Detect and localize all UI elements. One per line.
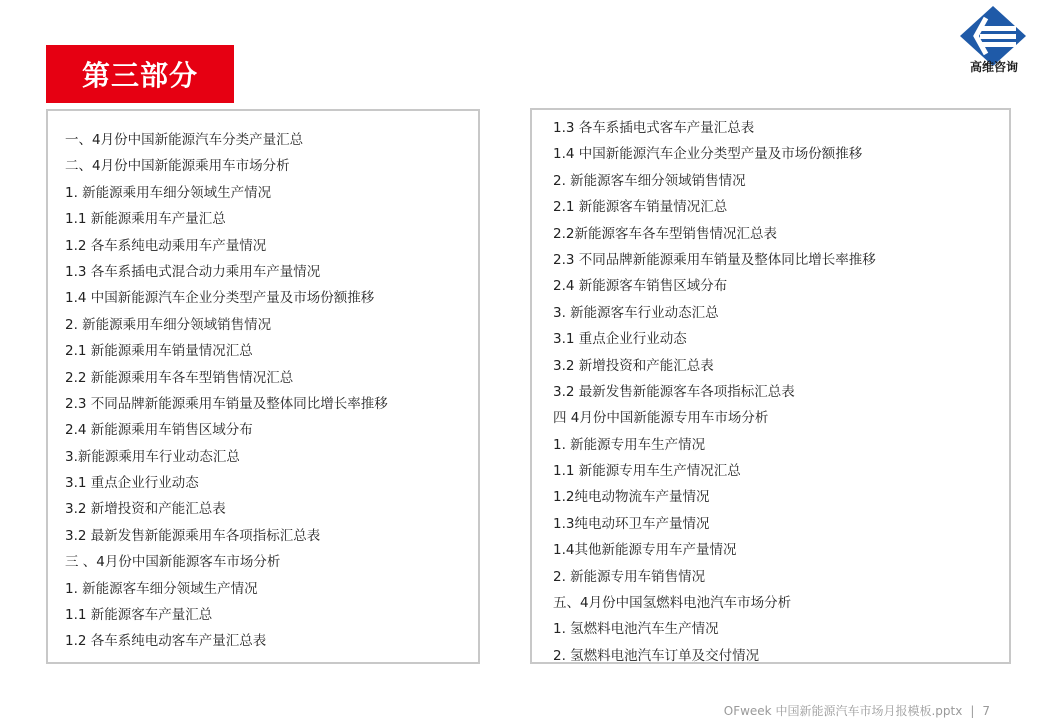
toc-item: 2. 新能源乘用车细分领域销售情况 <box>65 316 272 333</box>
toc-item: 1.2 各车系纯电动乘用车产量情况 <box>65 237 267 254</box>
toc-item: 2.1 新能源乘用车销量情况汇总 <box>65 343 253 360</box>
toc-item: 3.2 新增投资和产能汇总表 <box>65 501 226 518</box>
toc-item: 2.4 新能源客车销售区域分布 <box>553 278 728 295</box>
footer-page-number: 7 <box>982 704 990 718</box>
toc-item: 3.1 重点企业行业动态 <box>553 331 687 348</box>
toc-item: 1.4 中国新能源汽车企业分类型产量及市场份额推移 <box>553 146 863 163</box>
toc-item: 2.4 新能源乘用车销售区域分布 <box>65 422 253 439</box>
toc-item: 2.3 不同品牌新能源乘用车销量及整体同比增长率推移 <box>65 395 388 412</box>
toc-item: 1. 新能源乘用车细分领域生产情况 <box>65 184 272 201</box>
toc-item: 1.3 各车系插电式客车产量汇总表 <box>553 120 755 136</box>
toc-item: 1.4其他新能源专用车产量情况 <box>553 542 737 559</box>
toc-item: 1.2 各车系纯电动客车产量汇总表 <box>65 633 267 650</box>
toc-item: 1. 氢燃料电池汽车生产情况 <box>553 621 719 638</box>
toc-item: 1.3纯电动环卫车产量情况 <box>553 515 710 532</box>
toc-list-right <box>553 115 1009 669</box>
section-banner <box>46 45 234 103</box>
section-title: 第三部分 <box>81 59 198 92</box>
toc-item: 2.2 新能源乘用车各车型销售情况汇总 <box>65 369 294 386</box>
toc-item: 1.3 各车系插电式混合动力乘用车产量情况 <box>65 263 321 280</box>
toc-item: 2.2新能源客车各车型销售情况汇总表 <box>553 225 777 242</box>
slide-footer <box>724 702 990 719</box>
toc-item: 2.3 不同品牌新能源乘用车销量及整体同比增长率推移 <box>553 251 876 268</box>
toc-item: 1.1 新能源乘用车产量汇总 <box>65 211 226 228</box>
toc-list-left <box>65 127 478 655</box>
toc-item: 3.1 重点企业行业动态 <box>65 475 199 492</box>
company-logo-text: 高维咨询 <box>969 60 1018 74</box>
toc-item: 3.新能源乘用车行业动态汇总 <box>65 448 240 465</box>
toc-item: 五、4月份中国氢燃料电池汽车市场分析 <box>553 595 792 612</box>
toc-item: 1.2纯电动物流车产量情况 <box>553 489 710 506</box>
toc-item: 3. 新能源客车行业动态汇总 <box>553 304 719 321</box>
footer-separator: | <box>970 704 975 718</box>
toc-item: 3.2 新增投资和产能汇总表 <box>553 357 714 374</box>
toc-item: 三 、4月份中国新能源客车市场分析 <box>65 554 281 571</box>
toc-item: 1.4 中国新能源汽车企业分类型产量及市场份额推移 <box>65 290 375 307</box>
footer-filename: OFweek 中国新能源汽车市场月报模板.pptx <box>723 704 963 718</box>
toc-item: 2. 新能源专用车销售情况 <box>553 568 706 585</box>
toc-item: 2. 新能源客车细分领域销售情况 <box>553 172 746 189</box>
toc-item: 四 4月份中国新能源专用车市场分析 <box>553 410 769 427</box>
toc-item: 1.1 新能源客车产量汇总 <box>65 607 213 624</box>
toc-item: 1. 新能源专用车生产情况 <box>553 436 706 453</box>
toc-item: 一、4月份中国新能源汽车分类产量汇总 <box>65 132 304 148</box>
toc-panel-right <box>530 108 1011 664</box>
toc-panel-left <box>46 109 480 664</box>
toc-item: 3.2 最新发售新能源客车各项指标汇总表 <box>553 383 795 400</box>
toc-item: 二、4月份中国新能源乘用车市场分析 <box>65 158 290 175</box>
toc-item: 2. 氢燃料电池汽车订单及交付情况 <box>553 647 760 664</box>
toc-item: 2.1 新能源客车销量情况汇总 <box>553 199 728 216</box>
toc-item: 1.1 新能源专用车生产情况汇总 <box>553 463 741 480</box>
toc-item: 1. 新能源客车细分领域生产情况 <box>65 580 258 597</box>
toc-item: 3.2 最新发售新能源乘用车各项指标汇总表 <box>65 527 321 544</box>
